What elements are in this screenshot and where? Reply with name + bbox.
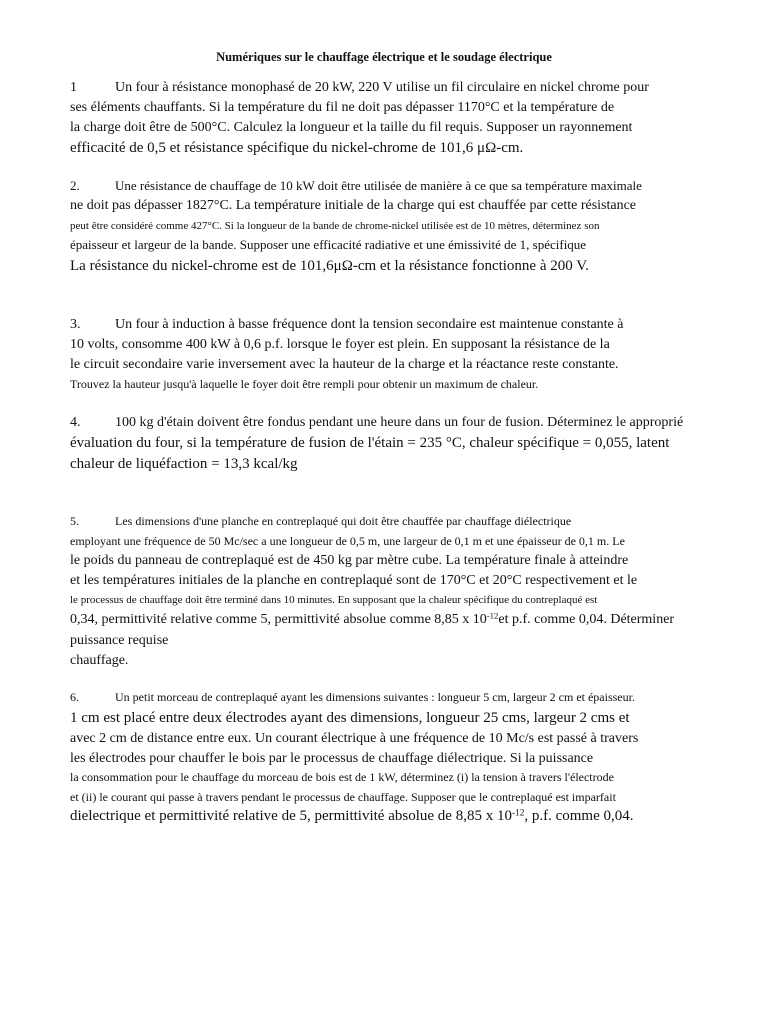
problem-6-line-5: la consommation pour le chauffage du morceau de bois est de 1 kW, déterminez (i) la tension à travers l'électrode xyxy=(70,770,614,784)
problem-1-line-2: ses éléments chauffants. Si la température du fil ne doit pas dépasser 1170°C et la température de xyxy=(70,100,615,115)
problem-4-line-3: chaleur de liquéfaction = 13,3 kcal/kg xyxy=(70,456,298,472)
problem-2-line-3: peut être considéré comme 427°C. Si la longueur de la bande de chrome-nickel utilisée est de 10 mètres, déterminez son xyxy=(70,220,600,232)
problem-number: 3. xyxy=(70,317,81,332)
problem-number: 1 xyxy=(70,80,77,95)
problem-4-line-2: évaluation du four, si la température de fusion de l'étain = 235 °C, chaleur spécifique = 0,055, latent xyxy=(70,435,670,451)
problem-1-line-4: efficacité de 0,5 et résistance spécifique du nickel-chrome de 101,6 μΩ-cm. xyxy=(70,140,524,156)
exponent: -12 xyxy=(486,610,499,621)
problem-5-line-8: chauffage. xyxy=(70,653,129,668)
problem-1-line-3: la charge doit être de 500°C. Calculez la longueur et la taille du fil requis. Supposer un rayonnement xyxy=(70,120,633,135)
problem-number: 6. xyxy=(70,690,79,704)
problem-5-line-3: le poids du panneau de contreplaqué est de 450 kg par mètre cube. La température finale à atteindre xyxy=(70,553,629,568)
problem-5-line-2: employant une fréquence de 50 Mc/sec a une longueur de 0,5 m, une largeur de 0,1 m et une épaisseur de 0,1 m. Le xyxy=(70,534,625,548)
problem-2-line-1: 2. Une résistance de chauffage de 10 kW doit être utilisée de manière à ce que sa température maximale xyxy=(70,178,642,193)
problem-6-line-7: dielectrique et permittivité relative de 5, permittivité absolue de 8,85 x $10^{-12}$, p.f. comme 0,04. xyxy=(70,808,634,824)
problem-number: 2. xyxy=(70,178,80,193)
problem-6-line-3: avec 2 cm de distance entre eux. Un courant électrique à une fréquence de 10 Mc/s est passé à travers xyxy=(70,731,639,746)
problem-3-line-2: 10 volts, consomme 400 kW à 0,6 p.f. lorsque le foyer est plein. En supposant la résistance de la xyxy=(70,337,610,352)
problem-6-line-2: 1 cm est placé entre deux électrodes ayant des dimensions, longueur 25 cms, largeur 2 cms et xyxy=(70,710,630,726)
problem-6-line-6: et (ii) le courant qui passe à travers pendant le processus de chauffage. Supposer que le contreplaqué est imparfait xyxy=(70,790,616,804)
problem-6-line-4: les électrodes pour chauffer le bois par le processus de chauffage diélectrique. Si la puissance xyxy=(70,751,594,766)
problem-2-line-5: La résistance du nickel-chrome est de 101,6μΩ-cm et la résistance fonctionne à 200 V. xyxy=(70,258,589,274)
problem-5-line-4: et les températures initiales de la planche en contreplaqué sont de 170°C et 20°C respectivement et le xyxy=(70,573,638,588)
problem-5-line-7: puissance requise xyxy=(70,633,169,648)
problem-5-line-1: 5. Les dimensions d'une planche en contreplaqué qui doit être chauffée par chauffage diélectrique xyxy=(70,514,572,528)
problem-2-line-2: ne doit pas dépasser 1827°C. La température initiale de la charge qui est chauffée par cette résistance xyxy=(70,198,637,213)
problem-number: 5. xyxy=(70,514,79,528)
problem-1-line-1: 1 Un four à résistance monophasé de 20 kW, 220 V utilise un fil circulaire en nickel chrome pour xyxy=(70,80,649,95)
problem-3-line-1: 3. Un four à induction à basse fréquence dont la tension secondaire est maintenue constante à xyxy=(70,317,624,332)
problem-5-line-5: le processus de chauffage doit être terminé dans 10 minutes. En supposant que la chaleur spécifique du contreplaqué est xyxy=(70,594,598,606)
problem-6-line-1: 6. Un petit morceau de contreplaqué ayant les dimensions suivantes : longueur 5 cm, largeur 2 cm et épaisseur. xyxy=(70,690,635,704)
problem-5-line-6: 0,34, permittivité relative comme 5, permittivité absolue comme 8,85 x $10^{-12}et$ p.f. comme 0,04. Déterminer xyxy=(70,610,675,627)
problem-3-line-4: Trouvez la hauteur jusqu'à laquelle le foyer doit être rempli pour obtenir un maximum de chaleur. xyxy=(70,377,539,391)
problem-4-line-1: 4. 100 kg d'étain doivent être fondus pendant une heure dans un four de fusion. Déterminez le approprié xyxy=(70,415,684,430)
problem-number: 4. xyxy=(70,415,81,430)
problem-2-line-4: épaisseur et largeur de la bande. Supposer une efficacité radiative et une émissivité de 1, spécifique xyxy=(70,237,587,252)
problem-3-line-3: le circuit secondaire varie inversement avec la hauteur de la charge et la réactance reste constante. xyxy=(70,357,619,372)
exponent: -12 xyxy=(511,808,525,819)
document-title: Numériques sur le chauffage électrique et le soudage électrique xyxy=(216,50,552,64)
